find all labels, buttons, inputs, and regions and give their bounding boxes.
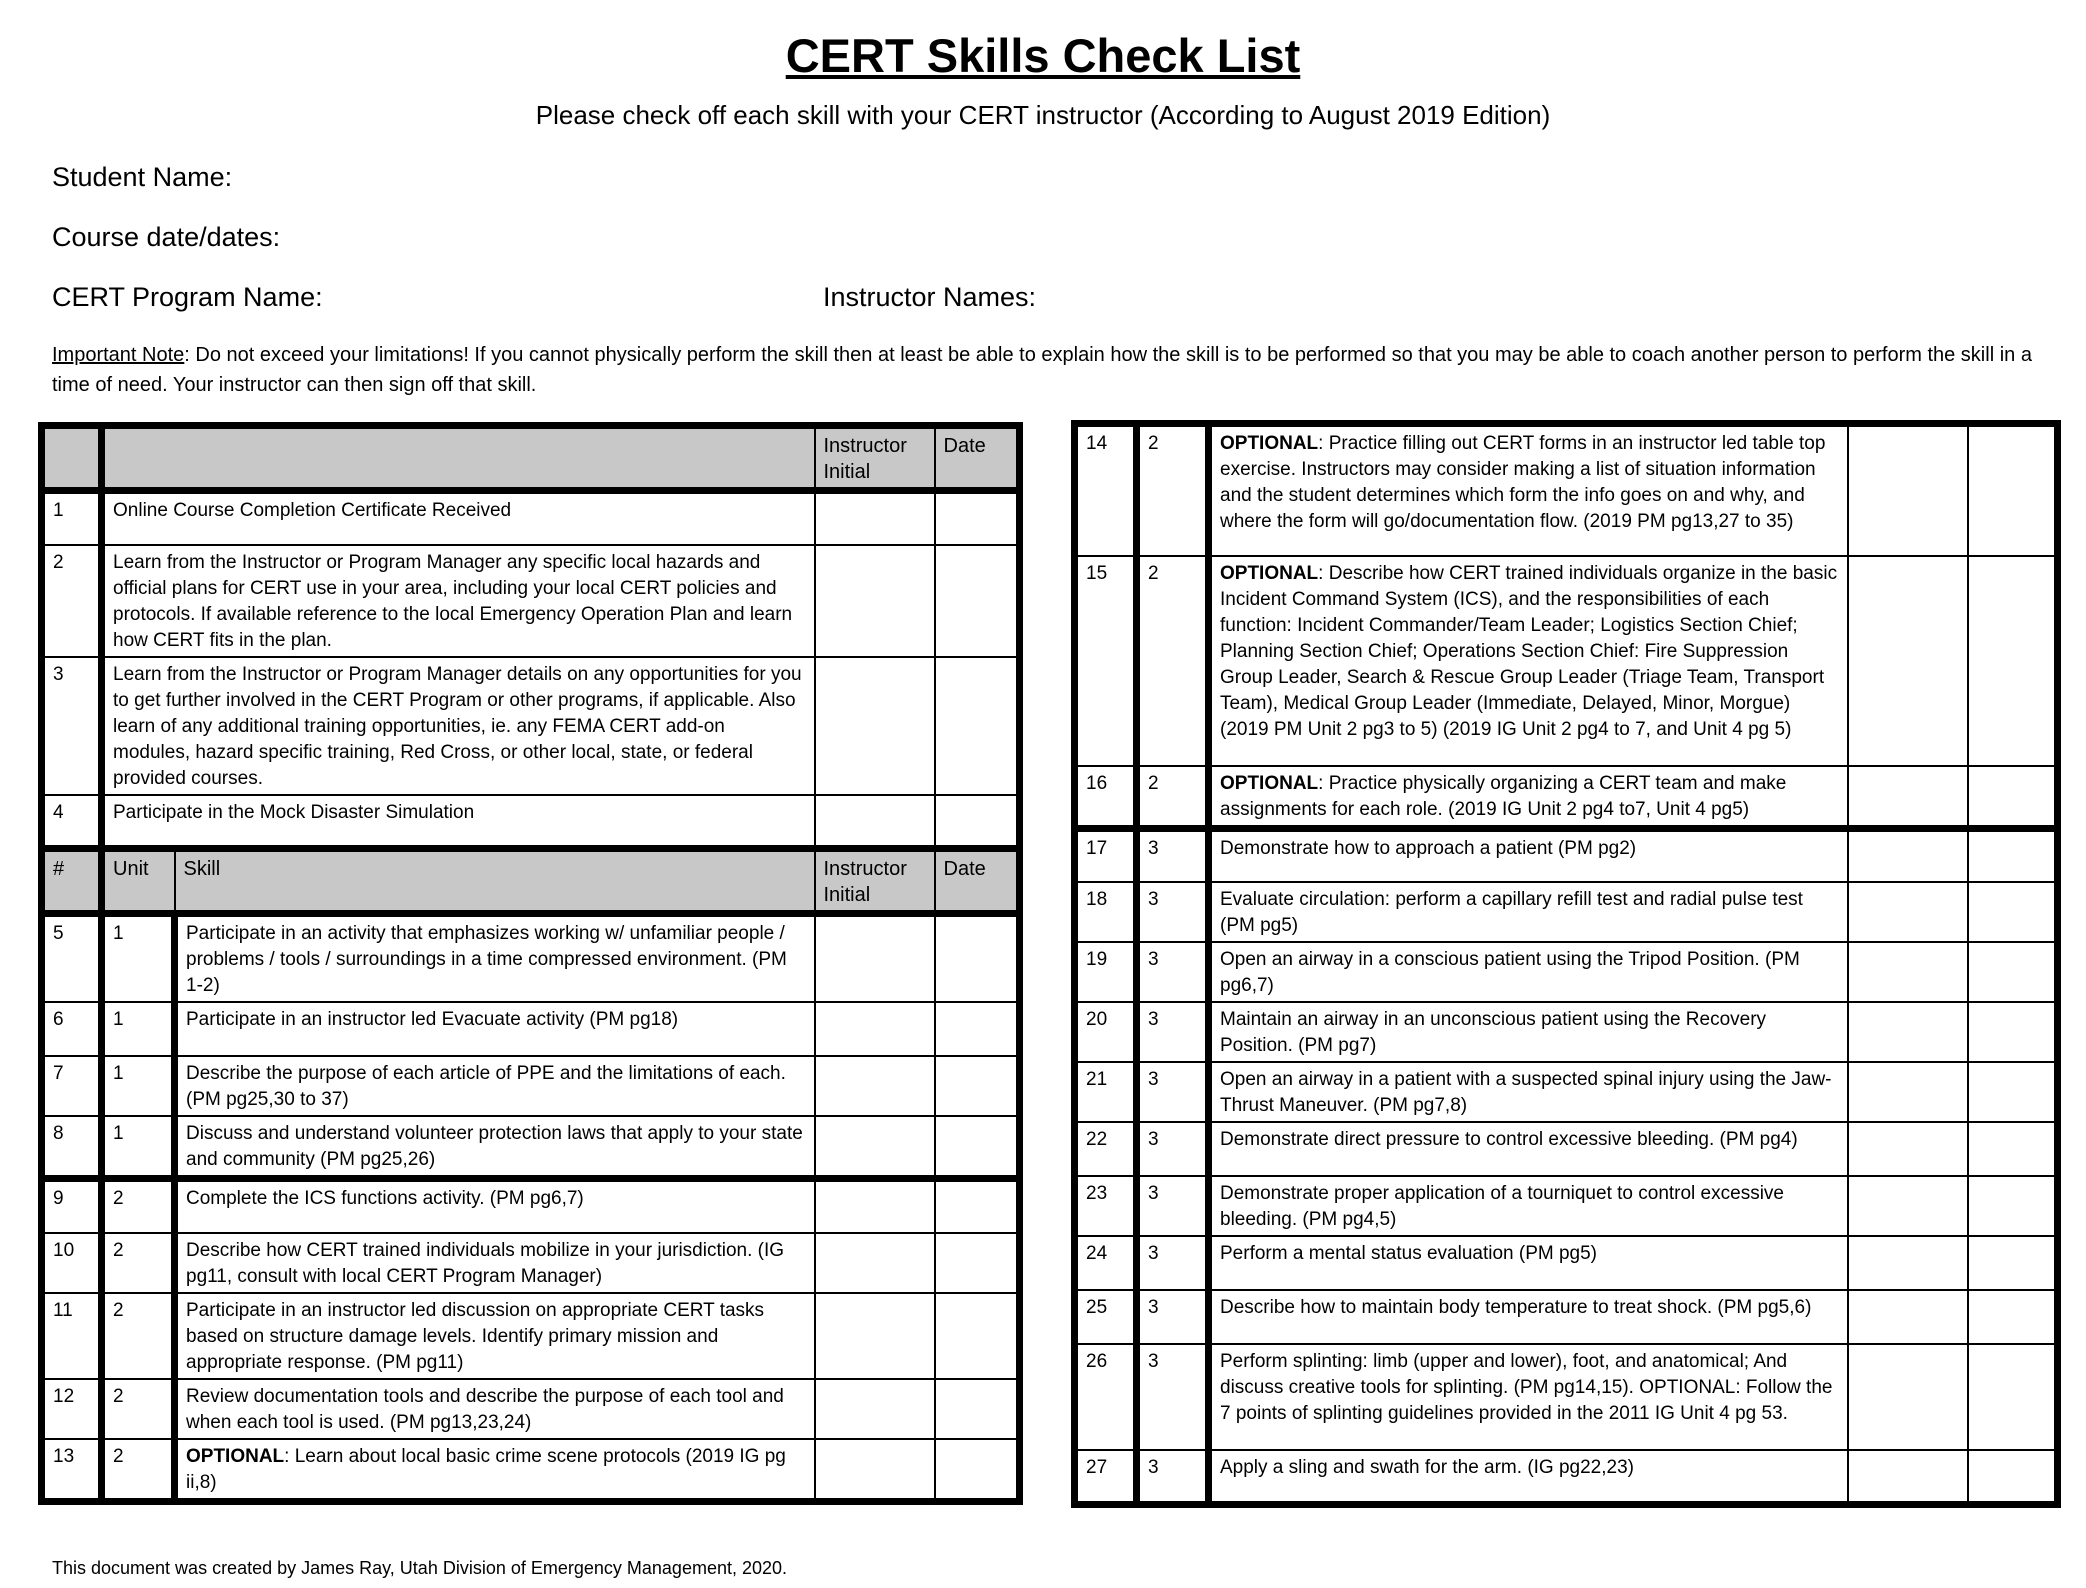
table-row	[42, 545, 1020, 657]
header-num: #	[42, 849, 102, 914]
skill-number: 23	[1075, 1176, 1137, 1236]
table-row	[42, 1439, 1020, 1502]
instructor-initial-cell[interactable]	[815, 545, 935, 657]
skill-text: Maintain an airway in an unconscious patient using the Recovery Position. (PM pg7)	[1220, 1009, 1767, 1056]
skill-text: Discuss and understand volunteer protection laws that apply to your state and community (PM pg25,26)	[186, 1123, 803, 1170]
skill-number: 5	[42, 914, 102, 1003]
date-cell[interactable]	[935, 795, 1020, 849]
date-cell[interactable]	[1968, 1290, 2058, 1344]
skill-text: Open an airway in a conscious patient using the Tripod Position. (PM pg6,7)	[1220, 949, 1800, 996]
skill-text-cell	[1209, 828, 1848, 882]
table-row	[1075, 1002, 2058, 1062]
skill-unit: 3	[1137, 1062, 1209, 1122]
table-row	[1075, 1450, 2058, 1504]
page-title: CERT Skills Check List	[785, 29, 1301, 82]
instructor-initial-cell[interactable]	[1848, 882, 1968, 942]
table-row	[1075, 1344, 2058, 1450]
skill-number: 26	[1075, 1344, 1137, 1450]
table-row	[42, 491, 1020, 545]
instructor-initial-cell[interactable]	[815, 491, 935, 545]
skill-unit: 2	[102, 1233, 175, 1293]
skill-number: 20	[1075, 1002, 1137, 1062]
skill-text: Describe how CERT trained individuals mobilize in your jurisdiction. (IG pg11, consult with local CERT Program Manager)	[186, 1239, 785, 1287]
skill-number: 16	[1075, 766, 1137, 829]
instructor-initial-cell[interactable]	[815, 1293, 935, 1379]
instructor-initial-cell[interactable]	[1848, 766, 1968, 829]
skill-text-cell	[1209, 1290, 1848, 1344]
skill-number: 14	[1075, 424, 1137, 556]
instructor-initial-cell[interactable]	[815, 1439, 935, 1502]
skill-text-cell	[175, 1179, 815, 1233]
skill-number: 21	[1075, 1062, 1137, 1122]
date-cell[interactable]	[1968, 1122, 2058, 1176]
skill-text-cell	[175, 1379, 815, 1439]
skill-text-cell	[175, 1293, 815, 1379]
skill-unit: 3	[1137, 1002, 1209, 1062]
table-row	[42, 1116, 1020, 1179]
date-cell[interactable]	[935, 1379, 1020, 1439]
skill-text-cell	[1209, 1450, 1848, 1504]
table-row	[1075, 1062, 2058, 1122]
skill-unit: 1	[102, 914, 175, 1003]
skill-text: Perform splinting: limb (upper and lower), foot, and anatomical; And discuss creative tools for splinting. (PM pg14,15). OPTIONAL: Follow the 7 points of splinting guidelines provided in the 2011 IG Unit 4 pg 53.	[1220, 1351, 1833, 1424]
skill-unit: 3	[1137, 1344, 1209, 1450]
date-cell[interactable]	[935, 491, 1020, 545]
instructor-initial-cell[interactable]	[1848, 1290, 1968, 1344]
table-row	[42, 1293, 1020, 1379]
table-row	[42, 1179, 1020, 1233]
skill-text: Apply a sling and swath for the arm. (IG pg22,23)	[1220, 1457, 1634, 1478]
date-cell[interactable]	[1968, 942, 2058, 1002]
header-instructor-initial: Instructor Initial	[815, 849, 935, 914]
instructor-initial-cell[interactable]	[1848, 1002, 1968, 1062]
skill-number: 27	[1075, 1450, 1137, 1504]
skill-unit: 3	[1137, 1290, 1209, 1344]
important-note	[52, 340, 2042, 400]
instructor-names-label: Instructor Names:	[823, 282, 1037, 312]
instructor-initial-cell[interactable]	[815, 657, 935, 795]
skill-text-cell	[1209, 1344, 1848, 1450]
table-row	[42, 795, 1020, 849]
skill-text: Participate in an activity that emphasizes working w/ unfamiliar people / problems / tools / surroundings in a time compressed environment. (PM 1-2)	[186, 923, 787, 996]
skill-text-cell	[175, 914, 815, 1003]
table-row	[1075, 766, 2058, 829]
date-cell[interactable]	[1968, 1344, 2058, 1450]
date-cell[interactable]	[1968, 882, 2058, 942]
skill-text-cell	[1209, 556, 1848, 766]
date-cell[interactable]	[935, 1293, 1020, 1379]
date-cell[interactable]	[1968, 1062, 2058, 1122]
important-note-text: : Do not exceed your limitations! If you cannot physically perform the skill then at least be able to explain how the skill is to be performed so that you may be able to coach another person to perform the skill in a time of need. Your instructor can then sign off that skill.	[52, 344, 2032, 396]
skill-text-cell	[1209, 1002, 1848, 1062]
skill-number: 13	[42, 1439, 102, 1502]
skill-number: 24	[1075, 1236, 1137, 1290]
instructor-initial-cell[interactable]	[815, 914, 935, 1003]
table-row	[1075, 1290, 2058, 1344]
date-cell[interactable]	[1968, 1450, 2058, 1504]
header-date: Date	[935, 849, 1020, 914]
skill-number: 17	[1075, 828, 1137, 882]
item-number: 3	[42, 657, 102, 795]
skill-number: 12	[42, 1379, 102, 1439]
skill-text-cell	[175, 1439, 815, 1502]
date-cell[interactable]	[1968, 1236, 2058, 1290]
skill-text: Complete the ICS functions activity. (PM pg6,7)	[186, 1188, 584, 1209]
skill-unit: 2	[102, 1439, 175, 1502]
skill-unit: 3	[1137, 1176, 1209, 1236]
instructor-initial-cell[interactable]	[815, 1379, 935, 1439]
program-name-label: CERT Program Name:	[52, 282, 323, 312]
skill-unit: 3	[1137, 828, 1209, 882]
date-cell[interactable]	[935, 1439, 1020, 1502]
date-cell[interactable]	[1968, 1176, 2058, 1236]
instructor-initial-cell[interactable]	[815, 1056, 935, 1116]
skill-unit: 2	[102, 1179, 175, 1233]
skill-text-cell	[1209, 1176, 1848, 1236]
skill-unit: 3	[1137, 1236, 1209, 1290]
table-row	[1075, 882, 2058, 942]
skill-text-cell	[1209, 942, 1848, 1002]
skill-unit: 3	[1137, 882, 1209, 942]
item-text: Learn from the Instructor or Program Manager details on any opportunities for you to get further involved in the CERT Program or other programs, if applicable. Also learn of any additional training opportunities, ie. any FEMA CERT add-on modules, hazard specific training, Red Cross, or other local, state, or federal provided courses.	[102, 657, 815, 795]
instructor-initial-cell[interactable]	[815, 1233, 935, 1293]
skill-text-cell	[1209, 766, 1848, 829]
skill-text-cell	[175, 1233, 815, 1293]
date-cell[interactable]	[935, 545, 1020, 657]
table-row	[1075, 942, 2058, 1002]
skill-text: Demonstrate how to approach a patient (PM pg2)	[1220, 837, 1637, 859]
skill-number: 18	[1075, 882, 1137, 942]
table-row	[1075, 1122, 2058, 1176]
skill-unit: 3	[1137, 1122, 1209, 1176]
skill-text: Demonstrate direct pressure to control excessive bleeding. (PM pg4)	[1220, 1129, 1798, 1150]
instructor-initial-cell[interactable]	[1848, 1062, 1968, 1122]
skill-text-cell	[175, 1002, 815, 1056]
instructor-initial-cell[interactable]	[815, 1179, 935, 1233]
table-row	[42, 1002, 1020, 1056]
skill-unit: 2	[1137, 766, 1209, 829]
instructor-initial-cell[interactable]	[815, 795, 935, 849]
skill-text: Describe how to maintain body temperature to treat shock. (PM pg5,6)	[1220, 1297, 1812, 1318]
skill-text: Participate in an instructor led discussion on appropriate CERT tasks based on structure damage levels. Identify primary mission and appropriate response. (PM pg11)	[186, 1299, 765, 1373]
date-cell[interactable]	[935, 1056, 1020, 1116]
instructor-initial-cell[interactable]	[1848, 1450, 1968, 1504]
skill-number: 10	[42, 1233, 102, 1293]
date-cell[interactable]	[935, 914, 1020, 1003]
course-dates-label: Course date/dates:	[52, 222, 281, 252]
table-row	[42, 1056, 1020, 1116]
skill-text: Participate in an instructor led Evacuate activity (PM pg18)	[186, 1009, 679, 1030]
optional-label: OPTIONAL	[1220, 562, 1319, 584]
table-row	[1075, 1236, 2058, 1290]
header-date: Date	[935, 426, 1020, 491]
instructor-initial-cell[interactable]	[1848, 1236, 1968, 1290]
skill-text-cell	[1209, 1236, 1848, 1290]
skill-number: 9	[42, 1179, 102, 1233]
date-cell[interactable]	[1968, 828, 2058, 882]
right-checklist-table	[1071, 420, 2061, 1508]
header-skill: Skill	[175, 849, 815, 914]
skill-unit: 2	[1137, 556, 1209, 766]
instructor-initial-cell[interactable]	[1848, 942, 1968, 1002]
date-cell[interactable]	[935, 1233, 1020, 1293]
skill-number: 15	[1075, 556, 1137, 766]
skill-unit: 1	[102, 1002, 175, 1056]
table-row	[42, 1379, 1020, 1439]
skill-text-cell	[175, 1056, 815, 1116]
table-row	[42, 1233, 1020, 1293]
header-blank-num	[42, 426, 102, 491]
date-cell[interactable]	[935, 1002, 1020, 1056]
header-blank-item	[102, 426, 815, 491]
skill-unit: 2	[102, 1379, 175, 1439]
date-cell[interactable]	[935, 657, 1020, 795]
skill-text: Review documentation tools and describe the purpose of each tool and when each tool is used. (PM pg13,23,24)	[186, 1385, 784, 1433]
skill-unit: 3	[1137, 1450, 1209, 1504]
skill-unit: 1	[102, 1116, 175, 1179]
item-number: 4	[42, 795, 102, 849]
instructor-initial-cell[interactable]	[1848, 1344, 1968, 1450]
skill-number: 8	[42, 1116, 102, 1179]
instructor-initial-cell[interactable]	[815, 1116, 935, 1179]
important-note-label: Important Note	[52, 344, 185, 366]
skill-text-cell	[1209, 882, 1848, 942]
footer-credit: This document was created by James Ray, Utah Division of Emergency Management, 2020.	[52, 1558, 788, 1578]
date-cell[interactable]	[935, 1179, 1020, 1233]
skill-unit: 1	[102, 1056, 175, 1116]
skill-text-cell	[1209, 424, 1848, 556]
date-cell[interactable]	[1968, 1002, 2058, 1062]
left-checklist-table	[38, 422, 1023, 1505]
instructor-initial-cell[interactable]	[1848, 556, 1968, 766]
skill-unit: 3	[1137, 942, 1209, 1002]
skill-unit: 2	[102, 1293, 175, 1379]
skill-number: 7	[42, 1056, 102, 1116]
instructor-initial-cell[interactable]	[1848, 1176, 1968, 1236]
instructor-initial-cell[interactable]	[815, 1002, 935, 1056]
date-cell[interactable]	[935, 1116, 1020, 1179]
header-unit: Unit	[102, 849, 175, 914]
header-instructor-initial: Instructor Initial	[815, 426, 935, 491]
table-row	[42, 914, 1020, 1003]
skill-text: : Learn about local basic crime scene protocols (2019 IG pg ii,8)	[186, 1445, 786, 1493]
item-number: 2	[42, 545, 102, 657]
skill-text-cell	[1209, 1062, 1848, 1122]
skill-text: Open an airway in a patient with a suspected spinal injury using the Jaw-Thrust Maneuver. (PM pg7,8)	[1220, 1069, 1832, 1116]
skill-number: 25	[1075, 1290, 1137, 1344]
skill-unit: 2	[1137, 424, 1209, 556]
item-number: 1	[42, 491, 102, 545]
skill-text-cell	[1209, 1122, 1848, 1176]
date-cell[interactable]	[1968, 424, 2058, 556]
item-text: Online Course Completion Certificate Received	[102, 491, 815, 545]
skill-text-cell	[175, 1116, 815, 1179]
table-row	[1075, 828, 2058, 882]
instructor-initial-cell[interactable]	[1848, 424, 1968, 556]
skill-number: 19	[1075, 942, 1137, 1002]
page-subtitle: Please check off each skill with your CERT instructor (According to August 2019 Edition)	[535, 100, 1551, 130]
item-text: Participate in the Mock Disaster Simulation	[102, 795, 815, 849]
skill-number: 22	[1075, 1122, 1137, 1176]
table-row	[42, 657, 1020, 795]
instructor-initial-cell[interactable]	[1848, 828, 1968, 882]
table-row	[1075, 1176, 2058, 1236]
skill-number: 6	[42, 1002, 102, 1056]
student-name-label: Student Name:	[52, 162, 233, 192]
skill-text: Perform a mental status evaluation (PM pg5)	[1220, 1243, 1598, 1264]
skill-text: : Practice physically organizing a CERT team and make assignments for each role. (2019 IG Unit 2 pg4 to7, Unit 4 pg5)	[1220, 772, 1787, 820]
item-text: Learn from the Instructor or Program Manager any specific local hazards and official plans for CERT use in your area, including your local CERT policies and protocols. If available reference to the local Emergency Operation Plan and learn how CERT fits in the plan.	[102, 545, 815, 657]
optional-label: OPTIONAL	[186, 1445, 285, 1467]
table-row	[1075, 556, 2058, 766]
skill-text: Demonstrate proper application of a tourniquet to control excessive bleeding. (PM pg4,5)	[1220, 1183, 1784, 1230]
optional-label: OPTIONAL	[1220, 772, 1319, 794]
optional-label: OPTIONAL	[1220, 433, 1319, 454]
skill-number: 11	[42, 1293, 102, 1379]
table-row	[1075, 424, 2058, 556]
skill-text: : Practice filling out CERT forms in an instructor led table top exercise. Instructors may consider making a list of situation information and the student determines which form the info goes on and why, and where the form will go/documentation flow. (2019 PM pg13,27 to 35)	[1220, 433, 1826, 532]
date-cell[interactable]	[1968, 766, 2058, 829]
date-cell[interactable]	[1968, 556, 2058, 766]
skill-text: : Describe how CERT trained individuals organize in the basic Incident Command System (ICS), and the responsibilities of each function: Incident Commander/Team Leader; Logistics Section Chief; Planning Section Chief; Operations Section Chief: Fire Suppression Group Leader, Search & Rescue Group Leader (Triage Team, Transport Team), Medical Group Leader (Immediate, Delayed, Minor, Morgue) (2019 PM Unit 2 pg3 to 5) (2019 IG Unit 2 pg4 to 7, and Unit 4 pg 5)	[1220, 562, 1838, 740]
instructor-initial-cell[interactable]	[1848, 1122, 1968, 1176]
skill-text: Evaluate circulation: perform a capillary refill test and radial pulse test (PM pg5)	[1220, 889, 1803, 936]
skill-text: Describe the purpose of each article of PPE and the limitations of each. (PM pg25,30 to 37)	[186, 1063, 786, 1110]
